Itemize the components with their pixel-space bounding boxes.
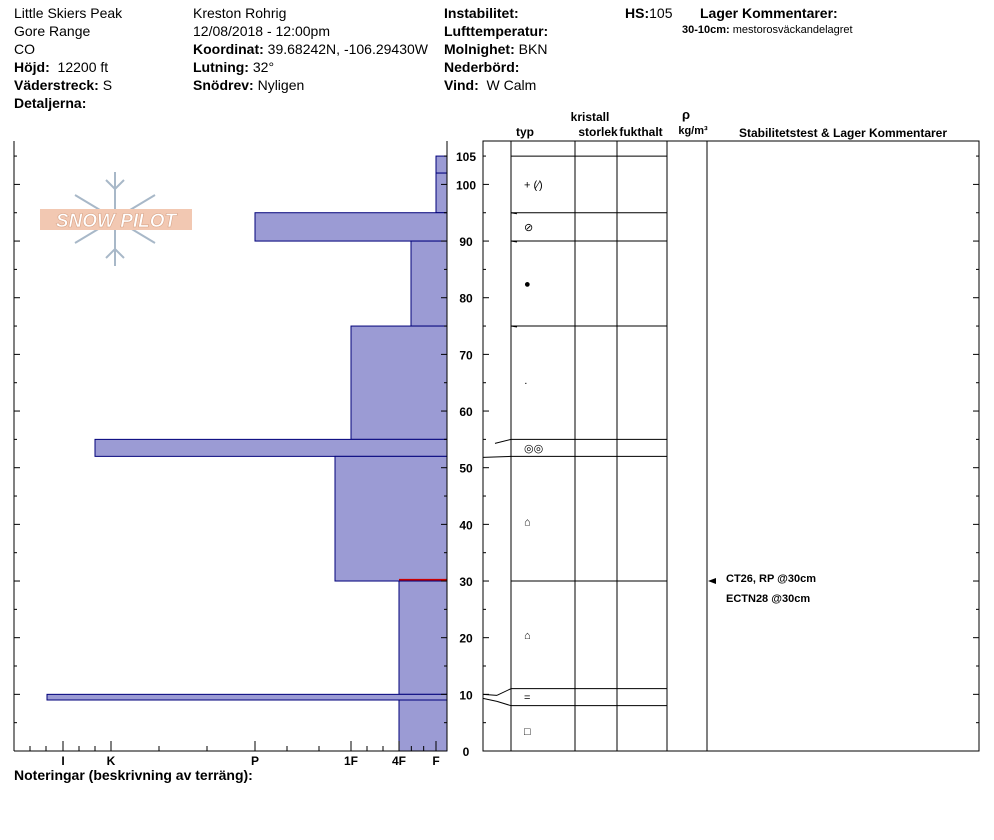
hardness-bar [399,700,447,751]
depth-tick-label: 105 [455,150,477,165]
layer-table-frame [483,141,979,751]
col-header-crystal: kristall [570,110,610,124]
crystal-type-symbol: ⊘ [524,221,534,234]
elevation-value: 12200 ft [57,59,109,75]
stability-test-label: ECTN28 @30cm [726,593,811,606]
hardness-tick-label: K [106,754,116,768]
hardness-bar [436,156,447,173]
hardness-bar [351,326,447,439]
coord-label: Koordinat: [193,41,264,57]
hardness-bar [436,173,447,213]
boundary-connector [497,689,511,696]
wind-loading-value: Nyligen [257,77,305,93]
hardness-tick-label: 1F [343,754,359,768]
coord-value: 39.68242N, -106.29430W [267,41,428,57]
crystal-type-symbol: = [524,692,531,705]
col-header-comments: Stabilitetstest & Lager Kommentarer [738,126,948,140]
crystal-type-symbol: · [524,377,528,390]
depth-tick-label: 60 [459,405,473,420]
col-header-size: storlek [578,125,618,139]
hs-label: HS: [625,5,650,21]
hardness-bar [255,213,447,241]
slope-label: Lutning: [193,59,249,75]
stability-test-leader [710,581,724,599]
crystal-type-symbol: ⌂ [524,516,531,529]
instability-label: Instabilitet: [444,5,519,21]
layer-comments-label: Lager Kommentarer: [700,5,838,21]
depth-tick-label: 50 [459,461,473,476]
hardness-bar [47,694,447,700]
crystal-type-symbol: □ [524,726,531,739]
mountain-range: Gore Range [14,23,91,39]
crystal-type-symbol: ⌂ [524,629,531,642]
depth-tick-label: 100 [455,178,477,193]
hs-value: 105 [649,5,673,21]
depth-tick-label: 0 [462,745,470,759]
hardness-tick-label: 4F [391,754,407,768]
layer-comment-range: 30-10cm: [682,24,730,36]
hardness-bar [95,439,447,456]
datetime: 12/08/2018 - 12:00pm [193,23,330,39]
boundary-connector [483,694,497,695]
wind-loading-label: Snödrev: [193,77,254,93]
wind-value: W Calm [486,77,537,93]
crystal-type-symbol: ◎◎ [524,442,544,455]
snowpilot-logo [40,172,192,266]
aspect-label: Väderstreck: [14,77,99,93]
crystal-type-symbol: + (⁄) [524,179,543,192]
hardness-bar [411,241,447,326]
wind-label: Vind: [444,77,479,93]
sky-label: Molnighet: [444,41,515,57]
state: CO [14,41,35,57]
depth-tick-label: 70 [459,348,473,363]
slope-value: 32° [252,59,275,75]
boundary-connector [483,698,497,701]
boundary-connector [483,456,511,457]
hardness-tick-label: P [250,754,260,768]
col-header-moisture: fukthalt [619,125,663,139]
col-header-rho: ρ [681,107,691,122]
depth-tick-label: 80 [459,291,473,306]
col-header-type: typ [516,125,534,139]
hardness-tick-label: F [432,754,440,768]
logo-text: SNOW PILOT [55,211,177,232]
details-label: Detaljerna: [14,95,87,111]
crystal-type-symbol: ● [524,278,531,291]
hardness-tick-label: I [61,754,65,768]
col-header-density: kg/m³ [678,125,708,137]
stability-test-label: CT26, RP @30cm [726,573,817,586]
stability-test-arrow [708,578,716,584]
depth-tick-label: 40 [459,518,473,533]
depth-tick-label: 30 [459,575,473,590]
location: Little Skiers Peak [14,5,123,21]
boundary-connector [497,701,511,705]
precip-label: Nederbörd: [444,59,520,75]
depth-tick-label: 20 [459,631,473,646]
depth-tick-label: 90 [459,235,473,250]
observer: Kreston Rohrig [193,5,287,21]
layer-comment-text: mestorosväckandelagret [732,24,853,36]
notes-label: Noteringar (beskrivning av terräng): [14,767,253,783]
aspect-value: S [102,77,113,93]
elevation-label: Höjd: [14,59,50,75]
boundary-connector [495,439,511,443]
hardness-bar [399,581,447,694]
depth-tick-label: 10 [459,688,473,703]
hardness-bar [335,456,447,581]
sky-value: BKN [518,41,548,57]
air-temp-label: Lufttemperatur: [444,23,549,39]
